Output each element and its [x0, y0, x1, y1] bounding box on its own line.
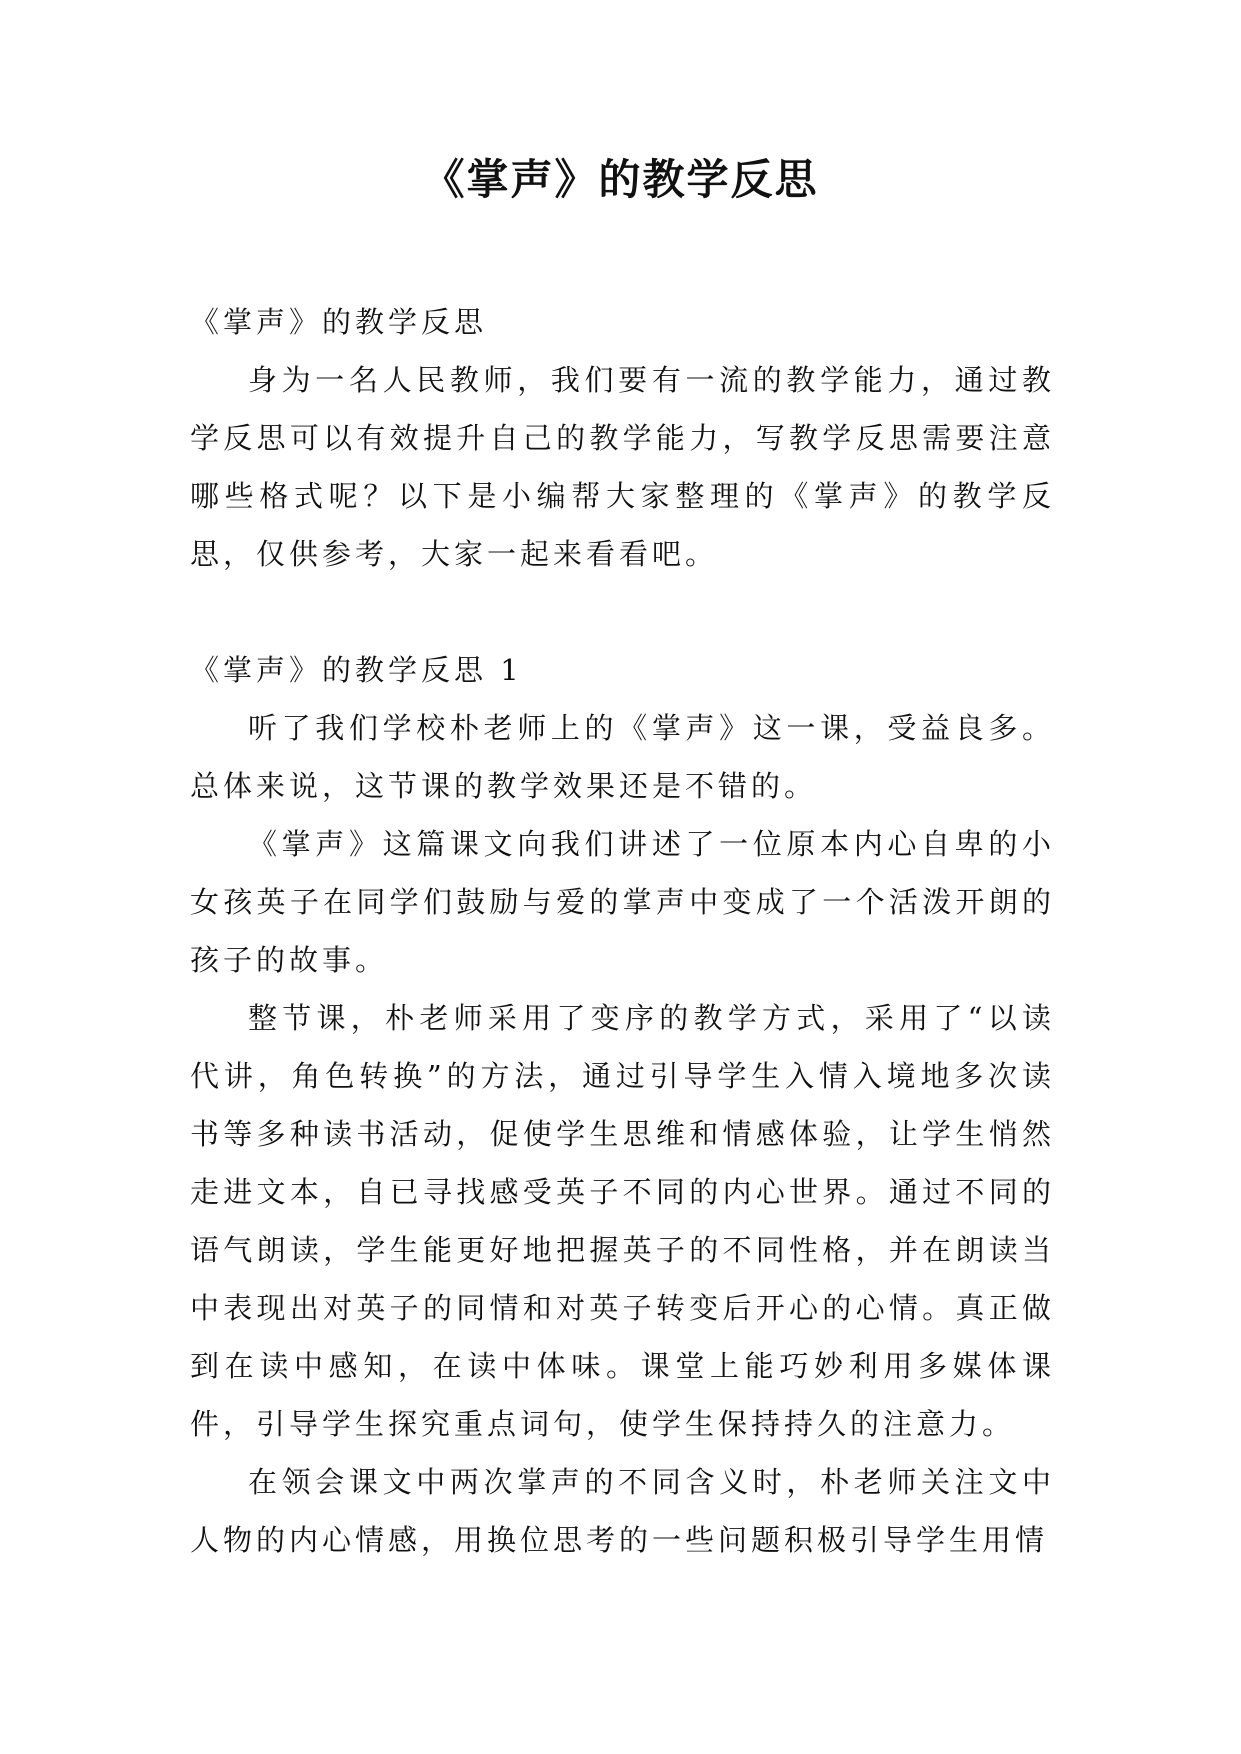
intro-paragraph: 身为一名人民教师，我们要有一流的教学能力，通过教学反思可以有效提升自己的教学能力，写教学反思需要注意哪些格式呢？以下是小编帮大家整理的《掌声》的教学反思，仅供参考，大家一起来看看吧。 — [190, 363, 1055, 571]
paragraph-4: 在领会课文中两次掌声的不同含义时，朴老师关注文中人物的内心情感，用换位思考的一些问题积极引导学生用情 — [190, 1465, 1055, 1557]
section-spacer — [190, 583, 1055, 641]
document-body — [190, 293, 1055, 1569]
intro-heading: 《掌声》的教学反思 — [190, 305, 488, 339]
paragraph-2: 《掌声》这篇课文向我们讲述了一位原本内心自卑的小女孩英子在同学们鼓励与爱的掌声中变成了一个活泼开朗的孩子的故事。 — [190, 827, 1055, 977]
section-1-heading: 《掌声》的教学反思 1 — [190, 653, 523, 687]
paragraph-1: 听了我们学校朴老师上的《掌声》这一课，受益良多。总体来说，这节课的教学效果还是不错的。 — [190, 711, 1055, 803]
paragraph-3: 整节课，朴老师采用了变序的教学方式，采用了“以读代讲，角色转换”的方法，通过引导学生入情入境地多次读书等多种读书活动，促使学生思维和情感体验，让学生悄然走进文本，自已寻找感受英子不同的内心世界。通过不同的语气朗读，学生能更好地把握英子的不同性格，并在朗读当中表现出对英子的同情和对英子转变后开心的心情。真正做到在读中感知，在读中体味。课堂上能巧妙利用多媒体课件，引导学生探究重点词句，使学生保持持久的注意力。 — [190, 1001, 1055, 1441]
document-title: 《掌声》的教学反思 — [422, 155, 819, 204]
